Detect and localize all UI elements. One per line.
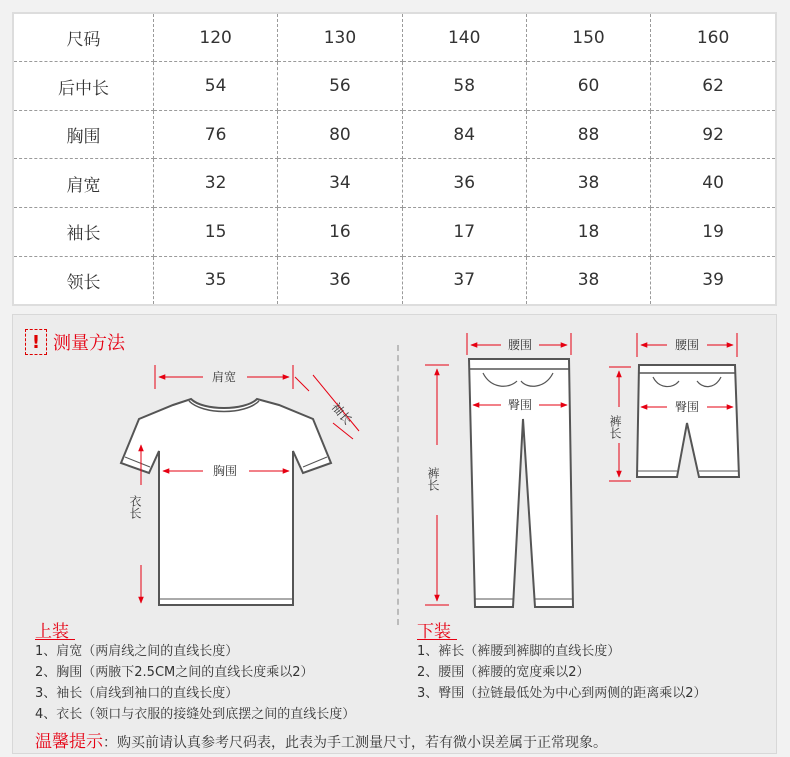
- row-label-cell: 袖长: [14, 208, 153, 257]
- value-cell: 36: [402, 159, 526, 208]
- value-cell: 62: [651, 62, 775, 111]
- value-cell: 32: [153, 159, 277, 208]
- row-label-cell: 领长: [14, 256, 153, 304]
- shorts-drawing: [637, 365, 739, 477]
- bottoms-note: 1、裤长（裤腰到裤脚的直线长度）: [417, 644, 621, 659]
- bottoms-notes: [417, 641, 707, 704]
- size-header-cell: 160: [651, 14, 775, 62]
- bottoms-title-underline: [417, 639, 457, 640]
- size-header-cell: 150: [526, 14, 650, 62]
- shorts-hip-label: 臀围: [674, 400, 700, 414]
- tshirt-drawing: [121, 399, 331, 605]
- value-cell: 36: [278, 256, 402, 304]
- value-cell: 15: [153, 208, 277, 257]
- size-header-cell: 140: [402, 14, 526, 62]
- size-table: [14, 14, 775, 304]
- value-cell: 18: [526, 208, 650, 257]
- pants-hip-label: 臀围: [507, 398, 533, 412]
- table-header-row: [14, 14, 775, 62]
- tops-title-underline: [35, 639, 75, 640]
- bottoms-title: 下装: [417, 622, 451, 642]
- value-cell: 60: [526, 62, 650, 111]
- shorts-waist-label: 腰围: [674, 338, 700, 352]
- pants-length-label: 裤长: [426, 467, 440, 491]
- row-label-cell: 肩宽: [14, 159, 153, 208]
- value-cell: 58: [402, 62, 526, 111]
- tip-head: 温馨提示: [35, 732, 103, 752]
- shirt-chest-label: 胸围: [212, 464, 238, 478]
- value-cell: 38: [526, 159, 650, 208]
- tops-title: 上装: [35, 622, 69, 642]
- pants-drawing: [469, 359, 573, 607]
- tops-note: 4、衣长（领口与衣服的接缝处到底摆之间的直线长度）: [35, 707, 356, 722]
- shirt-shoulder-label: 肩宽: [211, 370, 237, 384]
- table-row: [14, 208, 775, 257]
- header-label-cell: 尺码: [14, 14, 153, 62]
- pants-waist-label: 腰围: [507, 338, 533, 352]
- measurement-panel: [12, 314, 777, 754]
- value-cell: 54: [153, 62, 277, 111]
- value-cell: 38: [526, 256, 650, 304]
- measure-title-text: 测量方法: [53, 333, 125, 354]
- value-cell: 19: [651, 208, 775, 257]
- bottoms-note: 2、腰围（裤腰的宽度乘以2）: [417, 665, 590, 680]
- table-row: [14, 256, 775, 304]
- row-label-cell: 胸围: [14, 110, 153, 159]
- size-header-cell: 130: [278, 14, 402, 62]
- value-cell: 76: [153, 110, 277, 159]
- value-cell: 56: [278, 62, 402, 111]
- table-row: [14, 159, 775, 208]
- shorts-length-label: 裤长: [608, 415, 622, 439]
- shirt-sleeve-label: 袖长: [328, 399, 355, 428]
- bottoms-note: 3、臀围（拉链最低处为中心到两侧的距离乘以2）: [417, 686, 707, 701]
- value-cell: 34: [278, 159, 402, 208]
- value-cell: 35: [153, 256, 277, 304]
- value-cell: 84: [402, 110, 526, 159]
- value-cell: 39: [702, 270, 724, 291]
- garment-drawings: [13, 315, 778, 645]
- value-cell: 88: [526, 110, 650, 159]
- size-header-cell: 120: [153, 14, 277, 62]
- value-cell: 80: [278, 110, 402, 159]
- tops-notes: [35, 641, 355, 725]
- value-cell: 37: [402, 256, 526, 304]
- tops-note: 1、肩宽（两肩线之间的直线长度）: [35, 644, 239, 659]
- table-row: [14, 62, 775, 111]
- size-table-card: [12, 12, 777, 306]
- value-cell: 17: [402, 208, 526, 257]
- tops-note: 2、胸围（两腋下2.5CM之间的直线长度乘以2）: [35, 665, 314, 680]
- tops-note: 3、袖长（肩线到袖口的直线长度）: [35, 686, 239, 701]
- value-cell: 40: [651, 159, 775, 208]
- tip-line: [35, 727, 607, 752]
- shirt-length-label: 衣长: [128, 495, 142, 519]
- tip-text: ：购买前请认真参考尺码表，此表为手工测量尺寸，若有微小误差属于正常现象。: [103, 735, 607, 751]
- value-cell: 16: [278, 208, 402, 257]
- row-label-cell: 后中长: [14, 62, 153, 111]
- table-row: [14, 110, 775, 159]
- value-cell: 92: [651, 110, 775, 159]
- warning-icon: !: [25, 329, 47, 355]
